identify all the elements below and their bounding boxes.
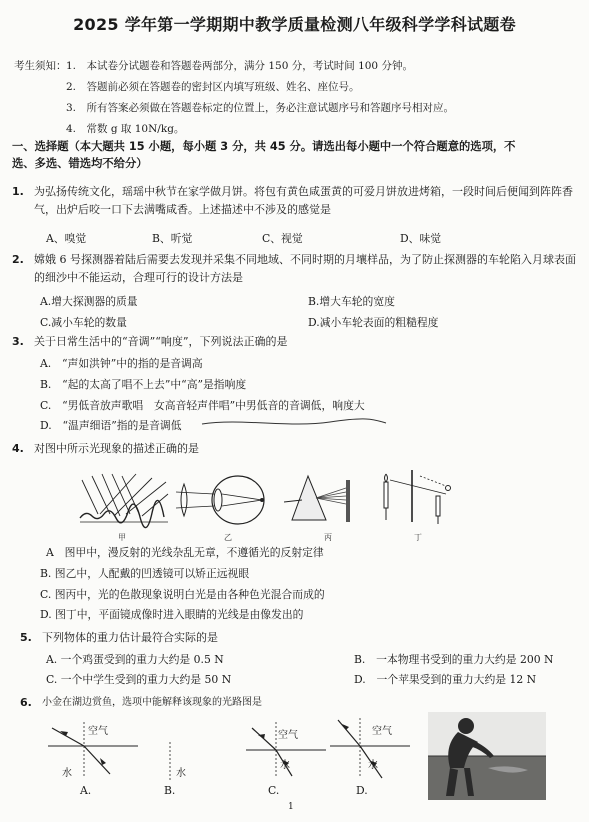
figure-caption: 乙	[224, 533, 232, 542]
question-text: 为弘扬传统文化，瑶瑶中秋节在家学做月饼。将包有黄色咸蛋黄的可爱月饼放进烤箱，一段时间后便闻到阵阵香气，出炉后咬一口下去满嘴咸香。上述描述中不涉及的感觉是	[34, 185, 573, 216]
figure-eye-lens	[176, 470, 276, 530]
option-b: B. “起的太高了唱不上去”中“高”是指响度	[40, 378, 247, 391]
option-c: C、视觉	[262, 232, 303, 245]
option-a: A.增大探测器的质量	[40, 295, 138, 308]
question-number: 5.	[20, 631, 32, 644]
air-label: 空气	[278, 730, 298, 741]
option-d: D. 图丁中，平面镜成像时进入眼睛的光线是由像发出的	[40, 608, 304, 621]
section-heading-line1: 一、选择题（本大题共 15 小题，每小题 3 分，共 45 分。请选出每小题中一个符合题意的选项，不	[12, 140, 516, 153]
diagram-d	[330, 716, 410, 782]
question-number: 3.	[12, 335, 24, 348]
notice-item: 4. 常数 g 取 10N/kg。	[66, 123, 185, 135]
page-title: 2025 学年第一学期期中教学质量检测八年级科学学科试题卷	[73, 15, 516, 34]
question-2	[12, 251, 580, 287]
figure-caption: 丙	[324, 533, 332, 542]
question-text: 嫦娥 6 号探测器着陆后需要去发现并采集不同地域、不同时期的月壤样品，为了防止探测器的车轮陷入月球表面的细沙中不能运动，合理可行的设计方法是	[34, 253, 576, 284]
question-number: 6.	[20, 696, 32, 709]
question-number: 4.	[12, 442, 24, 455]
option-a: A 图甲中，漫反射的光线杂乱无章，不遵循光的反射定律	[46, 546, 324, 559]
question-5	[12, 629, 580, 647]
option-c: C.	[268, 784, 280, 797]
option-b: B、听觉	[152, 232, 193, 245]
lake-photo	[428, 712, 546, 800]
air-label: 空气	[372, 726, 392, 737]
figure-caption: 甲	[118, 533, 126, 542]
option-a: A. 一个鸡蛋受到的重力大约是 0.5 N	[46, 653, 224, 666]
option-c: C.减小车轮的数量	[40, 316, 127, 329]
question-3	[12, 333, 580, 351]
question-6	[12, 694, 580, 712]
option-a: A.	[80, 784, 92, 797]
notice-item: 3. 所有答案必须做在答题卷标定的位置上，务必注意试题序号和答题序号相对应。	[66, 102, 455, 114]
section-heading	[12, 138, 577, 172]
figure-caption: 丁	[414, 533, 422, 542]
option-a: A. “声如洪钟”中的指的是音调高	[40, 357, 203, 370]
question-number: 2.	[12, 253, 24, 266]
figure-plane-mirror	[380, 466, 456, 528]
option-b: B.增大车轮的宽度	[308, 295, 395, 308]
option-d: D.减小车轮表面的粗糙程度	[308, 316, 439, 329]
option-d: D、味觉	[400, 232, 442, 245]
option-b: B. 一本物理书受到的重力大约是 200 N	[354, 653, 554, 666]
option-b: B.	[164, 784, 176, 797]
option-a: A、嗅觉	[46, 232, 87, 245]
question-text: 对图中所示光现象的描述正确的是	[34, 442, 199, 455]
question-text: 关于日常生活中的“音调”“响度”，下列说法正确的是	[34, 335, 288, 348]
question-number: 1.	[12, 185, 24, 198]
figure-diffuse-reflection	[76, 470, 172, 530]
option-d: D.	[356, 784, 368, 797]
question-4	[12, 440, 580, 458]
question-text: 小金在湖边赏鱼，选项中能解释该现象的光路图是	[42, 697, 262, 708]
air-label: 空气	[88, 726, 108, 737]
figure-prism	[284, 470, 356, 530]
option-c: C. “男低音放声歌唱 女高音轻声伴唱”中男低音的音调低，响度大	[40, 399, 365, 412]
option-b: B. 图乙中，人配戴的凹透镜可以矫正远视眼	[40, 567, 250, 580]
water-label: 水	[368, 760, 378, 771]
water-label: 水	[176, 768, 186, 779]
pen-scribble	[200, 414, 390, 430]
question-1	[12, 183, 580, 219]
question-text: 下列物体的重力估计最符合实际的是	[42, 631, 218, 644]
option-d: D. 一个苹果受到的重力大约是 12 N	[354, 673, 537, 686]
option-c: C. 一个中学生受到的重力大约是 50 N	[46, 673, 232, 686]
option-d: D. “温声细语”指的是音调低	[40, 419, 182, 432]
option-c: C. 图丙中，光的色散现象说明白光是由各种色光混合而成的	[40, 588, 325, 601]
notice-item: 1. 本试卷分试题卷和答题卷两部分，满分 150 分，考试时间 100 分钟。	[66, 60, 413, 72]
section-heading-line2: 选、多选、错选均不给分）	[12, 157, 148, 170]
water-label: 水	[280, 760, 290, 771]
water-label: 水	[62, 768, 72, 779]
notice-item: 2. 答题前必须在答题卷的密封区内填写班级、姓名、座位号。	[66, 81, 360, 93]
notice-label: 考生须知：	[14, 60, 67, 72]
page-number: 1	[288, 802, 294, 812]
